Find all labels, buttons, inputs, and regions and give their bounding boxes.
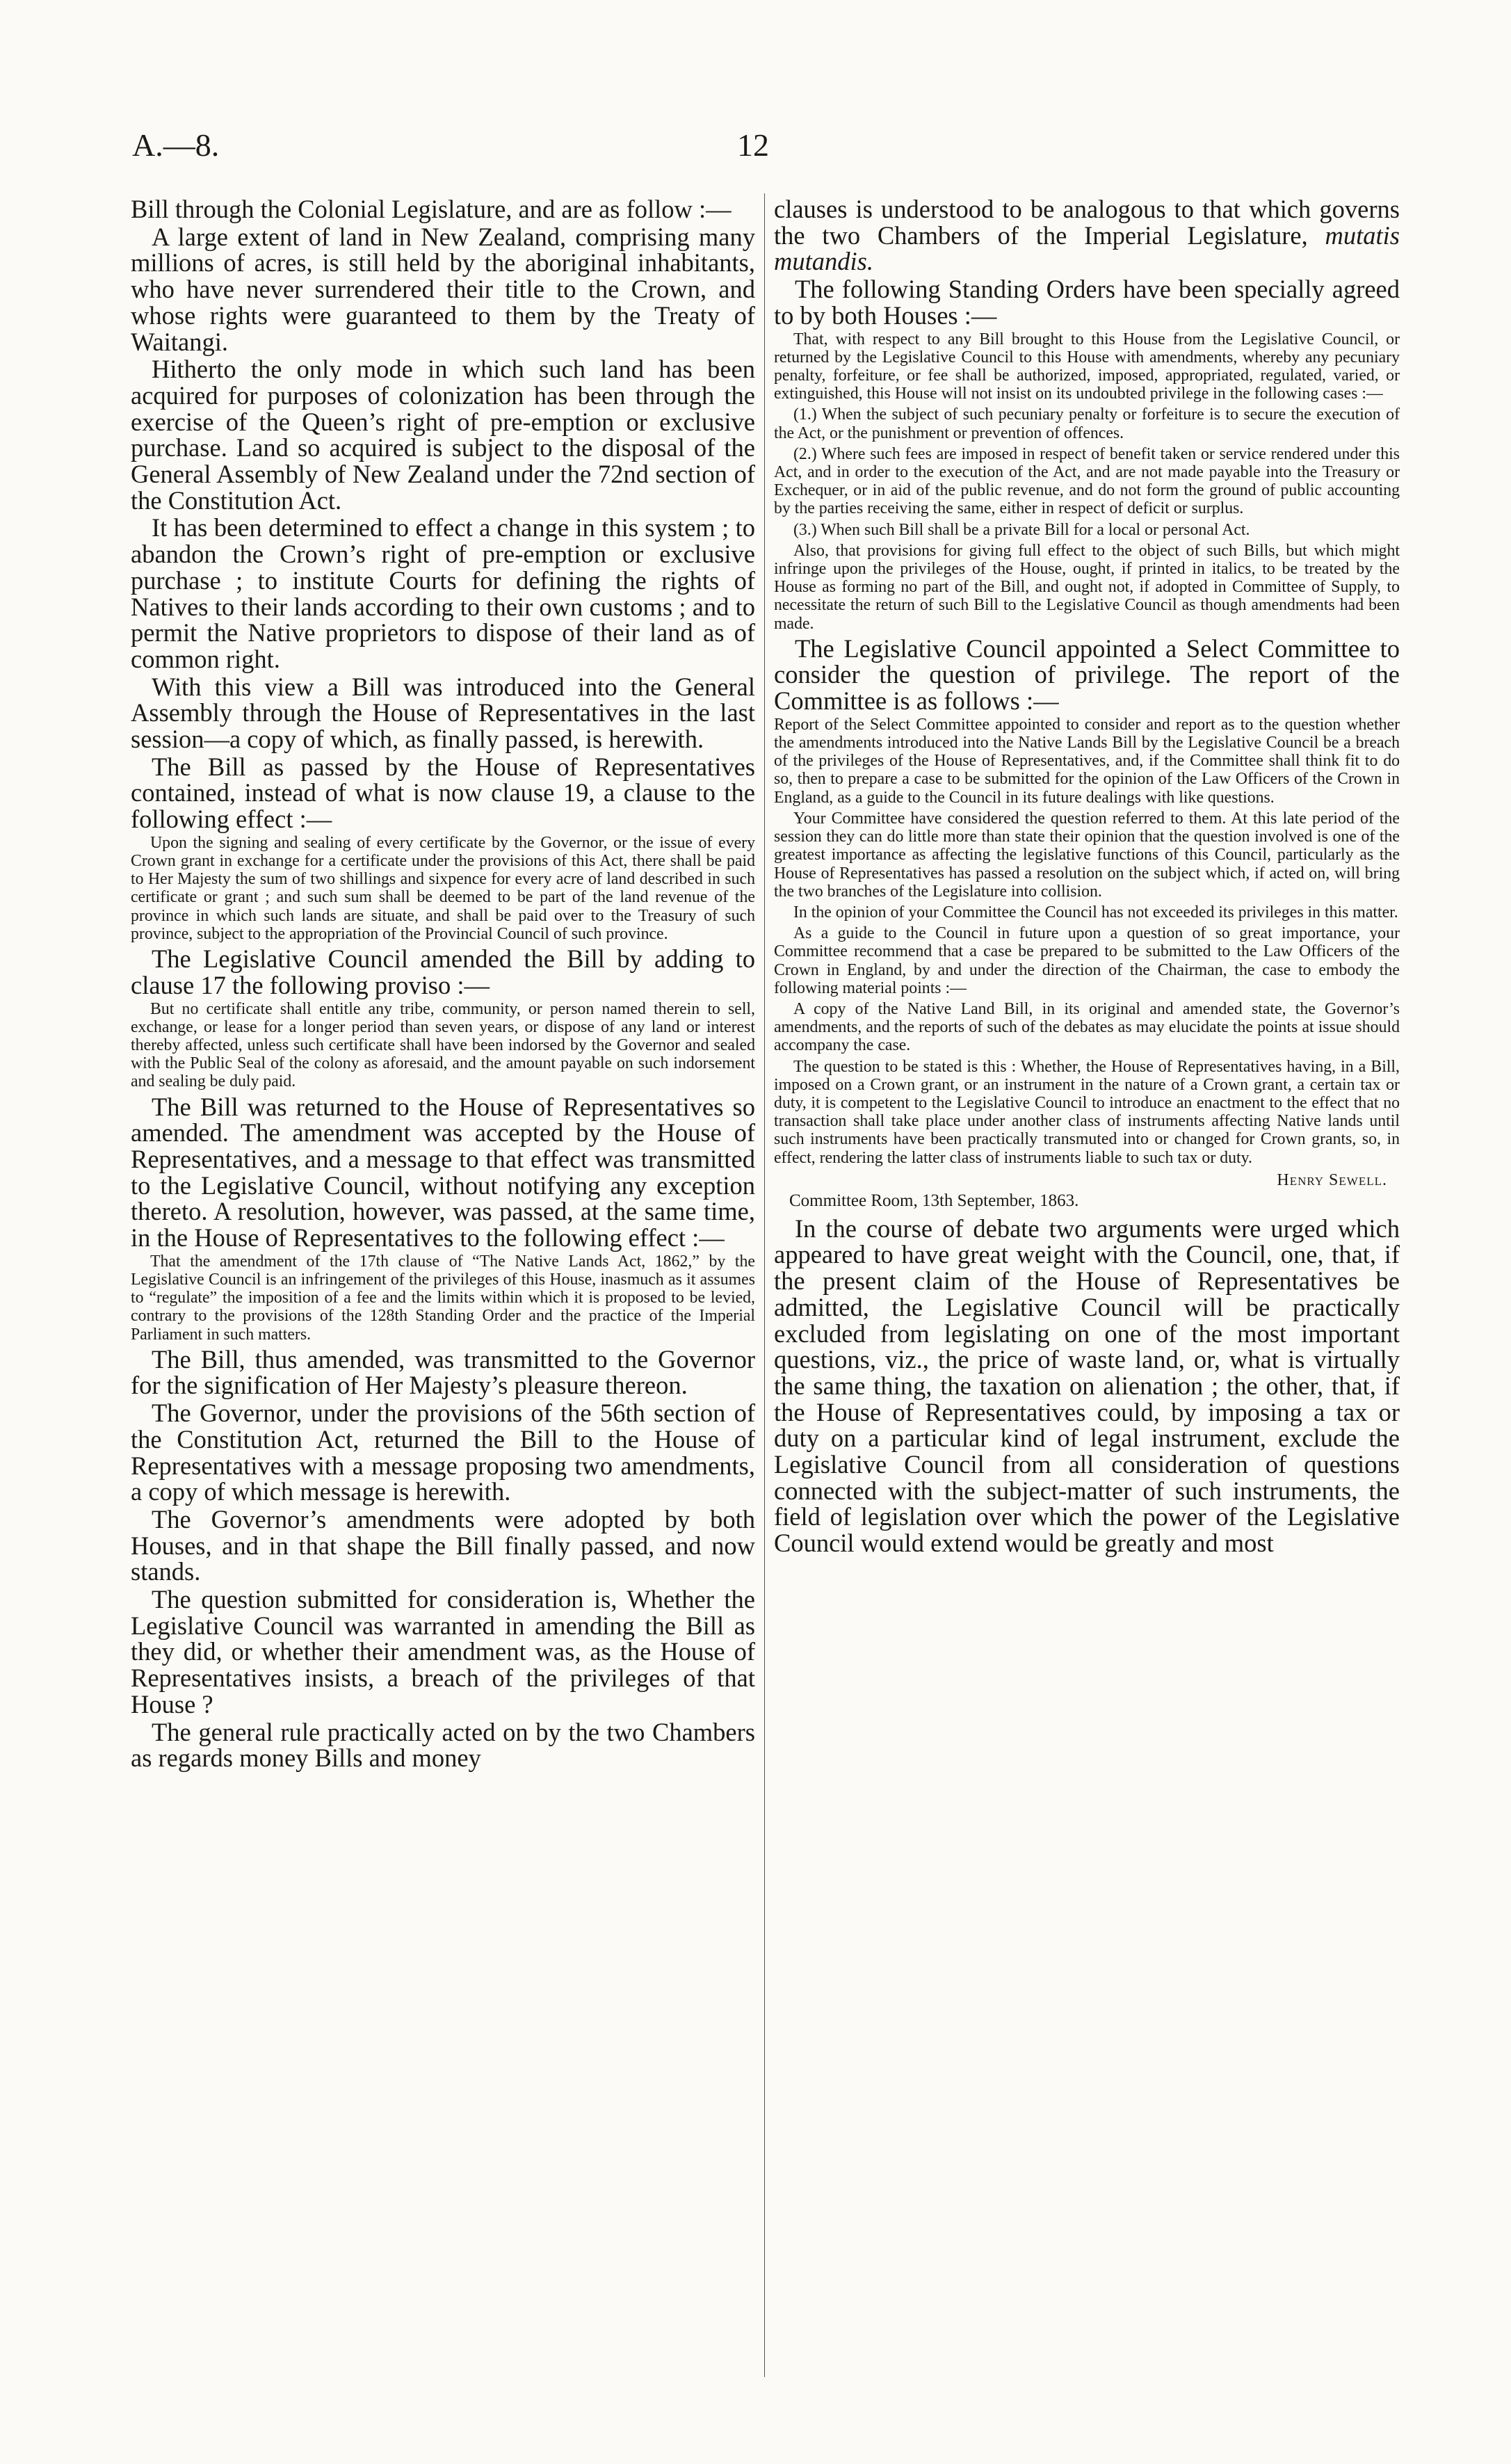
paragraph: The Bill as passed by the House of Representatives contained, instead of what is now clause 19, a clause to the following effect :—	[131, 752, 755, 834]
paragraph: The Bill, thus amended, was transmitted to the Governor for the signification of Her Majesty’s pleasure thereon.	[131, 1344, 755, 1400]
paragraph: In the course of debate two arguments were urged which appeared to have great weight with the Council, one, that, if the present claim of the House of Representatives be admitted, the Legislative Council will be practically excluded from legislating on one of the most important questions, viz., the price of waste land, or, what is virtually the same thing, the taxation on alienation ; the other, that, if the House of Representatives could, by imposing a tax or duty on a particular kind of legal instrument, exclude the Legislative Council from all consideration of questions connected with the subject-matter of such instruments, the field of legislation over which the power of the Legislative Council would extend would be greatly and most	[774, 1214, 1400, 1558]
paragraph: The Governor’s amendments were adopted by both Houses, and in that shape the Bill finally passed, and now stands.	[131, 1504, 755, 1586]
standing-order: Also, that provisions for giving full effect to the object of such Bills, but which might infringe upon the privileges of the House, ought, if printed in italics, to be treated by the House as forming no part of the Bill, and ought not, if adopted in Committee of Supply, to necessitate the return of such Bill to the Legislative Council as though amendments had been made.	[774, 541, 1400, 633]
paragraph-text: clauses is understood to be analogous to that which governs the two Chambers of the Imperial Legislature,	[774, 195, 1400, 250]
paragraph: Hitherto the only mode in which such land has been acquired for purposes of colonization has been through the exercise of the Queen’s right of pre-emption or exclusive purchase. Land so acquired is subject to the disposal of the General Assembly of New Zealand under the 72nd section of the Constitution Act.	[131, 355, 755, 515]
paragraph: The Legislative Council appointed a Select Committee to consider the question of privilege. The report of the Committee is as follows :—	[774, 634, 1400, 716]
column-divider	[764, 193, 765, 2377]
quoted-proviso: But no certificate shall entitle any tribe, community, or person named therein to sell, exchange, or lease for a longer period than seven years, or dispose of any land or interest thereby affected, unless such certificate shall have been indorsed by the Governor and sealed with the Public Seal of the colony as aforesaid, and the amount payable on such indorsement and sealing be duly paid.	[131, 999, 755, 1091]
standing-order-case: (3.) When such Bill shall be a private Bill for a local or personal Act.	[793, 520, 1250, 539]
signature: Henry Sewell.	[1277, 1170, 1387, 1189]
report-text: A copy of the Native Land Bill, in its original and amended state, the Governor’s amendments, and the reports of such of the debates as may elucidate the points at issue should accompany the case.	[774, 999, 1400, 1055]
paragraph: The Legislative Council amended the Bill by adding to clause 17 the following proviso :—	[131, 944, 755, 999]
latin-phrase: mutatis mutandis.	[774, 220, 1400, 276]
paragraph: The Governor, under the provisions of the 56th section of the Constitution Act, returned the Bill to the House of Representatives with a message proposing two amendments, a copy of which message is herewith.	[131, 1399, 755, 1506]
standing-order-case: (2.) Where such fees are imposed in respect of benefit taken or service rendered under this Act, and in order to the execution of the Act, and are not made payable into the Treasury or Exchequer, or in aid of the public revenue, and do not form the ground of public accounting by the parties receiving the same, either in respect of deficit or surplus.	[774, 444, 1400, 518]
standing-order: That, with respect to any Bill brought to this House from the Legislative Council, or returned by the Legislative Council to this House with amendments, whereby any pecuniary penalty, forfeiture, or fee shall be authorized, imposed, appropriated, regulated, varied, or extinguished, this House will not insist on its undoubted privilege in the following cases :—	[774, 330, 1400, 403]
report-text: Report of the Select Committee appointed to consider and report as to the question whether the amendments introduced into the Native Lands Bill by the Legislative Council be a breach of the privileges of the House of Representatives, and, if the Committee shall think fit to do so, then to prepare a case to be submitted for the opinion of the Law Officers of the Crown in England, as a guide to the Council in its future dealings with like questions.	[774, 715, 1400, 807]
document-reference: A.—8.	[132, 127, 220, 163]
page-number: 12	[737, 127, 769, 163]
report-text: Your Committee have considered the question referred to them. At this late period of the session they can do little more than state their opinion that the question involved is one of the greatest importance as affecting the legislative functions of this Council, particularly as the House of Representatives has passed a resolution on the subject which, if acted on, will bring the two branches of the Legislature into collision.	[774, 809, 1400, 901]
report-text: The question to be stated is this : Whether, the House of Representatives having, in a Bill, imposed on a Crown grant, or an instrument in the nature of a Crown grant, a certain tax or duty, it is competent to the Legislative Council to introduce an enactment to the effect that no transaction shall take place under another class of instruments affecting Native lands until such instruments have been practically transmuted into or changed for Crown grants, so, in effect, rendering the latter class of instruments liable to such tax or duty.	[774, 1057, 1400, 1167]
right-column	[774, 196, 1400, 1558]
paragraph: With this view a Bill was introduced into the General Assembly through the House of Representatives in the last session—a copy of which, as finally passed, is herewith.	[131, 672, 755, 754]
dateline: Committee Room, 13th September, 1863.	[789, 1191, 1079, 1210]
quoted-resolution: That the amendment of the 17th clause of “The Native Lands Act, 1862,” by the Legislative Council is an infringement of the privileges of this House, inasmuch as it assumes to “regulate” the imposition of a fee and the limits within which it is proposed to be levied, contrary to the provisions of the 128th Standing Order and the practice of the Imperial Parliament in such matters.	[131, 1252, 755, 1344]
paragraph: Bill through the Colonial Legislature, and are as follow :—	[131, 195, 732, 223]
paragraph: The general rule practically acted on by the two Chambers as regards money Bills and money	[131, 1717, 755, 1773]
paragraph: A large extent of land in New Zealand, comprising many millions of acres, is still held by the aboriginal inhabitants, who have never surrendered their title to the Crown, and whose rights were guaranteed to them by the Treaty of Waitangi.	[131, 222, 755, 356]
paragraph: It has been determined to effect a change in this system ; to abandon the Crown’s right of pre-emption or exclusive purchase ; to institute Courts for defining the rights of Natives to their lands according to their own customs ; and to permit the Native proprietors to dispose of their land as of common right.	[131, 513, 755, 673]
paragraph	[774, 196, 1400, 275]
report-text: In the opinion of your Committee the Council has not exceeded its privileges in this matter.	[793, 903, 1398, 921]
standing-order-case: (1.) When the subject of such pecuniary penalty or forfeiture is to secure the execution of the Act, or the punishment or prevention of offences.	[774, 405, 1400, 442]
quoted-clause: Upon the signing and sealing of every certificate by the Governor, or the issue of every Crown grant in exchange for a certificate under the provisions of this Act, there shall be paid to Her Majesty the sum of two shillings and sixpence for every acre of land described in such certificate or grant ; and such sum shall be deemed to be part of the land revenue of the province in which such lands are situate, and shall be paid over to the Treasury of such province, subject to the appropriation of the Provincial Council of such province.	[131, 833, 755, 943]
paragraph: The question submitted for consideration is, Whether the Legislative Council was warranted in amending the Bill as they did, or whether their amendment was, as the House of Representatives insists, a breach of the privileges of that House ?	[131, 1585, 755, 1718]
paragraph: The Bill was returned to the House of Representatives so amended. The amendment was accepted by the House of Representatives, and a message to that effect was transmitted to the Legislative Council, without notifying any exception thereto. A resolution, however, was passed, at the same time, in the House of Representatives to the following effect :—	[131, 1092, 755, 1253]
paragraph: The following Standing Orders have been specially agreed to by both Houses :—	[774, 275, 1400, 330]
left-column	[131, 196, 755, 1773]
report-text: As a guide to the Council in future upon a question of so great importance, your Committee recommend that a case be prepared to be submitted to the Law Officers of the Crown in England, by and under the direction of the Chairman, the case to embody the following material points :—	[774, 924, 1400, 997]
